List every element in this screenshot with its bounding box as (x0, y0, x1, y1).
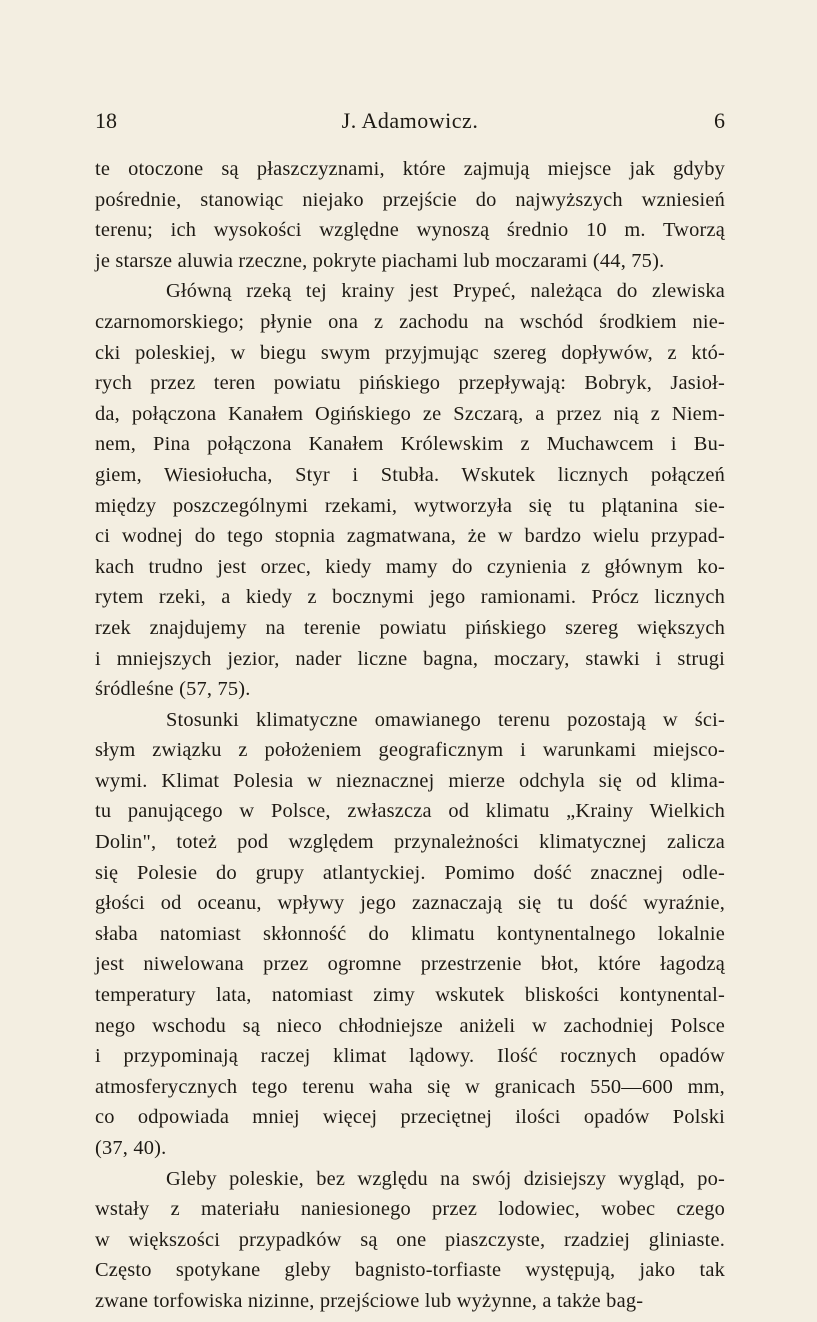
text-line: między poszczególnymi rzekami, wytworzyła się tu plątanina sie- (95, 494, 725, 517)
text-line: terenu; ich wysokości względne wynoszą średnio 10 m. Tworzą (95, 219, 725, 242)
text-line: temperatury lata, natomiast zimy wskutek bliskości kontynental- (95, 984, 725, 1007)
paragraph (95, 1164, 725, 1317)
text-line: Często spotykane gleby bagnisto-torfiaste występują, jako tak (95, 1259, 725, 1282)
text-line: tu panującego w Polsce, zwłaszcza od klimatu „Krainy Wielkich (95, 800, 725, 823)
text-line: jest niwelowana przez ogromne przestrzenie błot, które łagodzą (95, 953, 725, 976)
page-number: 18 (95, 108, 117, 133)
text-line: Główną rzeką tej krainy jest Prypeć, należąca do zlewiska (166, 280, 725, 303)
running-title: J. Adamowicz. (341, 108, 479, 133)
section-number: 6 (714, 108, 725, 133)
text-line: Stosunki klimatyczne omawianego terenu pozostają w ści- (166, 708, 725, 731)
text-line: zwane torfowiska nizinne, przejściowe lub wyżynne, a także bag- (95, 1289, 644, 1312)
text-line: da, połączona Kanałem Ogińskiego ze Szczarą, a przez nią z Niem- (95, 402, 725, 425)
text-line: rytem rzeki, a kiedy z bocznymi jego ramionami. Prócz licznych (95, 586, 725, 609)
text-line: te otoczone są płaszczyznami, które zajmują miejsce jak gdyby (95, 158, 725, 180)
text-line: nego wschodu są nieco chłodniejsze aniżeli w zachodniej Polsce (95, 1014, 725, 1037)
text-line: wymi. Klimat Polesia w nieznacznej mierze odchyla się od klima- (95, 769, 725, 792)
text-line: kach trudno jest orzec, kiedy mamy do czynienia z głównym ko- (95, 555, 725, 578)
text-line: słym związku z położeniem geograficznym i warunkami miejsco- (95, 739, 725, 762)
text-line: pośrednie, stanowiąc niejako przejście do najwyższych wzniesień (95, 188, 725, 211)
text-line: je starsze aluwia rzeczne, pokryte piachami lub moczarami (44, 75). (95, 249, 665, 272)
text-line: Dolin", toteż pod względem przynależności klimatycznej zalicza (95, 831, 725, 854)
text-line: co odpowiada mniej więcej przeciętnej ilości opadów Polski (95, 1106, 725, 1129)
text-line: ci wodnej do tego stopnia zagmatwana, że w bardzo wielu przypad- (95, 525, 725, 548)
body-text (95, 154, 725, 1317)
text-line: atmosferycznych tego terenu waha się w granicach 550—600 mm, (95, 1075, 725, 1098)
text-line: giem, Wiesiołucha, Styr i Stubła. Wskutek licznych połączeń (95, 463, 725, 486)
text-line: głości od oceanu, wpływy jego zaznaczają się tu dość wyraźnie, (95, 892, 725, 915)
text-line: Gleby poleskie, bez względu na swój dzisiejszy wygląd, po- (166, 1167, 725, 1190)
text-line: rzek znajdujemy na terenie powiatu pińskiego szereg większych (95, 616, 725, 639)
text-line: się Polesie do grupy atlantyckiej. Pomimo dość znacznej odle- (95, 861, 725, 884)
running-header (95, 106, 725, 136)
text-line: i mniejszych jezior, nader liczne bagna, moczary, stawki i strugi (95, 647, 725, 670)
text-line: słaba natomiast skłonność do klimatu kontynentalnego lokalnie (95, 922, 725, 945)
paragraph (95, 154, 725, 276)
paragraph (95, 276, 725, 704)
text-line: śródleśne (57, 75). (95, 678, 251, 701)
text-line: czarnomorskiego; płynie ona z zachodu na wschód środkiem nie- (95, 310, 725, 333)
text-line: nem, Pina połączona Kanałem Królewskim z Muchawcem i Bu- (95, 433, 725, 456)
text-line: i przypominają raczej klimat lądowy. Ilość rocznych opadów (95, 1045, 725, 1068)
text-line: w większości przypadków są one piaszczyste, rzadziej gliniaste. (95, 1228, 725, 1251)
text-line: rych przez teren powiatu pińskiego przepływają: Bobryk, Jasioł- (95, 372, 725, 395)
paragraph (95, 705, 725, 1164)
text-line: cki poleskiej, w biegu swym przyjmując szereg dopływów, z któ- (95, 341, 725, 364)
text-line: wstały z materiału naniesionego przez lodowiec, wobec czego (95, 1198, 725, 1221)
text-line: (37, 40). (95, 1137, 167, 1159)
